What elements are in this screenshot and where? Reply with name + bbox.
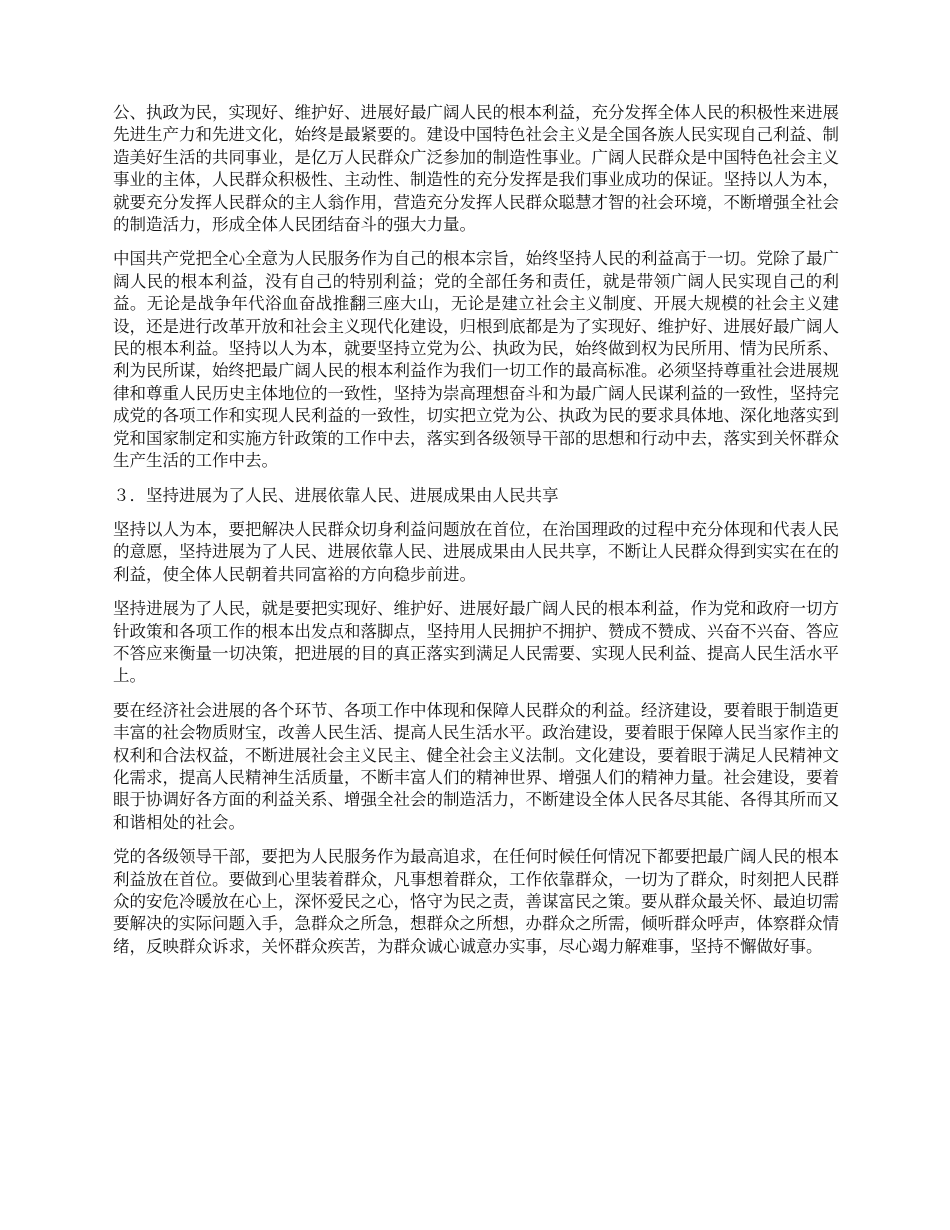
- section-heading: ３．坚持进展为了人民、进展依靠人民、进展成果由人民共享: [113, 485, 559, 505]
- paragraph-5: 要在经济社会进展的各个环节、各项工作中体现和保障人民群众的利益。经济建设，要着眼于制造更丰富的社会物质财宝，改善人民生活、提高人民生活水平。政治建设，要着眼于保障人民当家作主的权利和合法权益，不断进展社会主义民主、健全社会主义法制。文化建设，要着眼于满足人民精神文化需求，提高人民精神生活质量，不断丰富人们的精神世界、增强人们的精神力量。社会建设，要着眼于协调好各方面的利益关系、增强全社会的制造活力，不断建设全体人民各尽其能、各得其所而又和谐相处的社会。: [113, 700, 839, 832]
- paragraph-4: 坚持进展为了人民，就是要把实现好、维护好、进展好最广阔人民的根本利益，作为党和政府一切方针政策和各项工作的根本出发点和落脚点，坚持用人民拥护不拥护、赞成不赞成、兴奋不兴奋、答应不答应来衡量一切决策，把进展的目的真正落实到满足人民需要、实现人民利益、提高人民生活水平上。: [113, 599, 839, 686]
- paragraph-1: 公、执政为民，实现好、维护好、进展好最广阔人民的根本利益，充分发挥全体人民的积极性来进展先进生产力和先进文化，始终是最紧要的。建设中国特色社会主义是全国各族人民实现自己利益、制造美好生活的共同事业，是亿万人民群众广泛参加的制造性事业。广阔人民群众是中国特色社会主义事业的主体，人民群众积极性、主动性、制造性的充分发挥是我们事业成功的保证。坚持以人为本，就要充分发挥人民群众的主人翁作用，营造充分发挥人民群众聪慧才智的社会环境，不断增强全社会的制造活力，形成全体人民团结奋斗的强大力量。: [113, 103, 839, 235]
- paragraph-2: 中国共产党把全心全意为人民服务作为自己的根本宗旨，始终坚持人民的利益高于一切。党除了最广阔人民的根本利益，没有自己的特别利益；党的全部任务和责任，就是带领广阔人民实现自己的利益。无论是战争年代浴血奋战推翻三座大山，无论是建立社会主义制度、开展大规模的社会主义建设，还是进行改革开放和社会主义现代化建设，归根到底都是为了实现好、维护好、进展好最广阔人民的根本利益。坚持以人为本，就要坚持立党为公、执政为民，始终做到权为民所用、情为民所系、利为民所谋，始终把最广阔人民的根本利益作为我们一切工作的最高标准。必须坚持尊重社会进展规律和尊重人民历史主体地位的一致性，坚持为崇高理想奋斗和为最广阔人民谋利益的一致性，坚持完成党的各项工作和实现人民利益的一致性，切实把立党为公、执政为民的要求具体地、深化地落实到党和国家制定和实施方针政策的工作中去，落实到各级领导干部的思想和行动中去，落实到关怀群众生产生活的工作中去。: [113, 249, 839, 471]
- paragraph-6: 党的各级领导干部，要把为人民服务作为最高追求，在任何时候任何情况下都要把最广阔人民的根本利益放在首位。要做到心里装着群众，凡事想着群众，工作依靠群众，一切为了群众，时刻把人民群众的安危冷暖放在心上，深怀爱民之心，恪守为民之责，善谋富民之策。要从群众最关怀、最迫切需要解决的实际问题入手，急群众之所急，想群众之所想，办群众之所需，倾听群众呼声，体察群众情绪，反映群众诉求，关怀群众疾苦，为群众诚心诚意办实事，尽心竭力解难事，坚持不懈做好事。: [113, 847, 839, 956]
- paragraph-3: 坚持以人为本，要把解决人民群众切身利益问题放在首位，在治国理政的过程中充分体现和代表人民的意愿，坚持进展为了人民、进展依靠人民、进展成果由人民共享，不断让人民群众得到实实在在的利益，使全体人民朝着共同富裕的方向稳步前进。: [113, 519, 839, 584]
- document-body: [113, 102, 839, 970]
